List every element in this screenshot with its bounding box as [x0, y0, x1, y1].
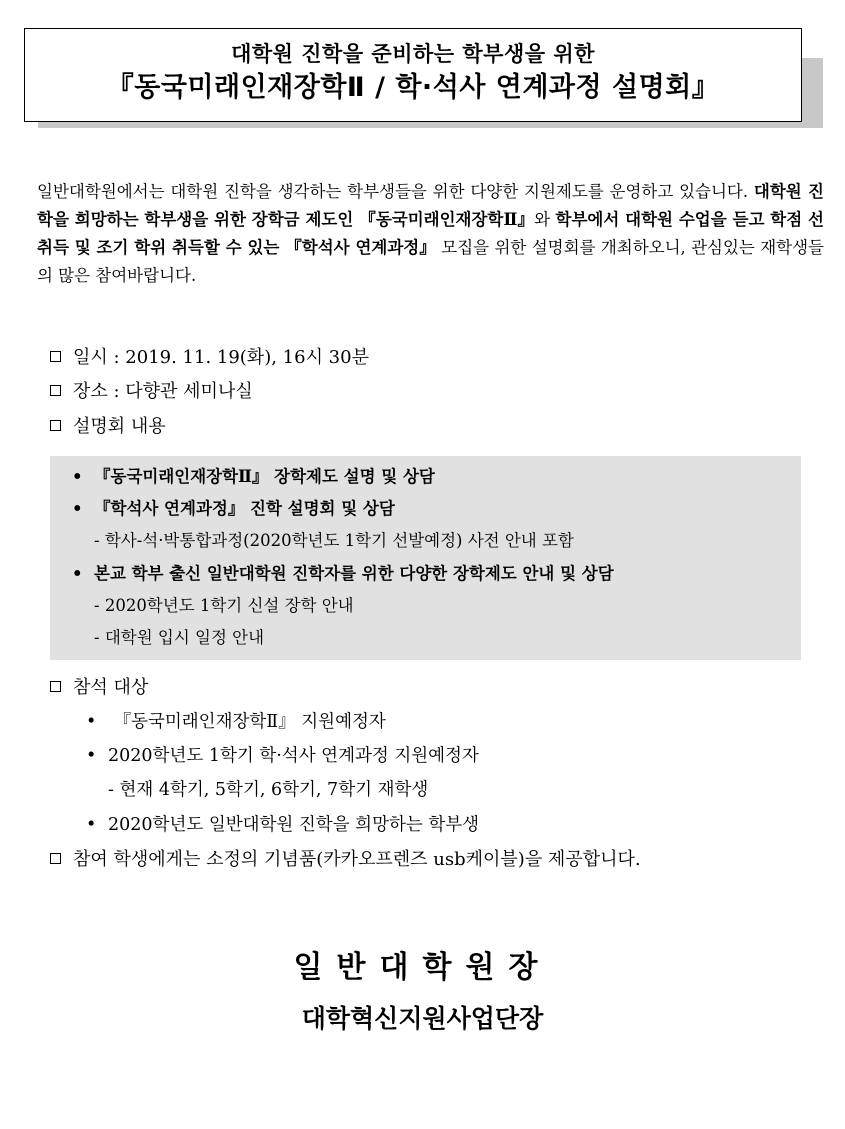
attendee-2 — [86, 745, 479, 767]
intro-text-3: 모집을 위한 설명회를 개최하오니, 관심있는 재학생들의 많은 참여바랍니다. — [37, 238, 824, 285]
content-bullet-3-sub-1: - 2020학년도 1학기 신설 장학 안내 — [94, 596, 354, 615]
signature-dean: 일반대학원장 — [293, 950, 552, 985]
item-place — [50, 380, 253, 404]
intro-paragraph — [37, 178, 824, 290]
checkbox-square-icon — [50, 351, 61, 362]
checkbox-square-icon — [50, 681, 61, 692]
content-bullet-3-text: 본교 학부 출신 일반대학원 진학자를 위한 다양한 장학제도 안내 및 상담 — [94, 564, 614, 583]
title-line-2: 『동국미래인재장학Ⅱ / 학·석사 연계과정 설명회』 — [106, 72, 720, 103]
item-attendee-heading — [50, 676, 148, 700]
bullet-dot: • — [86, 815, 97, 835]
title-line-1: 대학원 진학을 준비하는 학부생을 위한 — [231, 42, 595, 66]
item-content-heading-text: 설명회 내용 — [73, 416, 166, 437]
item-date — [50, 346, 369, 370]
checkbox-square-icon — [50, 420, 61, 431]
bullet-dot: • — [86, 746, 97, 766]
content-bullet-3-sub-2: - 대학원 입시 일정 안내 — [94, 628, 265, 647]
content-bullet-1-text: 『동국미래인재장학Ⅱ』 장학제도 설명 및 상담 — [94, 467, 435, 486]
bullet-dot: • — [72, 564, 83, 583]
content-bullet-2-sub: - 학사-석·박통합과정(2020학년도 1학기 선발예정) 사전 안내 포함 — [94, 531, 574, 550]
checkbox-square-icon — [50, 853, 61, 864]
content-bullet-2-text: 『학석사 연계과정』 진학 설명회 및 상담 — [94, 499, 395, 518]
item-gift-text: 참여 학생에게는 소정의 기념품(카카오프렌즈 usb케이블)을 제공합니다. — [73, 849, 641, 870]
content-bullet-1 — [72, 466, 435, 488]
bullet-dot: • — [72, 499, 83, 518]
attendee-3-text: 2020학년도 일반대학원 진학을 희망하는 학부생 — [108, 815, 480, 835]
item-gift — [50, 848, 641, 872]
attendee-1-text: 『동국미래인재장학Ⅱ』 지원예정자 — [108, 712, 386, 732]
item-attendee-heading-text: 참석 대상 — [73, 677, 149, 698]
intro-bold-1: 대학원 진학을 희망하는 학부생을 위한 장학금 제도인 『동국미래인재장학Ⅱ』 — [37, 182, 824, 229]
checkbox-square-icon — [50, 385, 61, 396]
attendee-1 — [86, 711, 386, 733]
attendee-2-text: 2020학년도 1학기 학·석사 연계과정 지원예정자 — [108, 746, 479, 766]
item-place-text: 장소 : 다향관 세미나실 — [73, 381, 253, 402]
intro-text-1: 일반대학원에서는 대학원 진학을 생각하는 학부생들을 위한 다양한 지원제도를 운영하고 있습니다. — [37, 182, 754, 201]
item-date-text: 일시 : 2019. 11. 19(화), 16시 30분 — [73, 347, 369, 368]
bullet-dot: • — [86, 712, 97, 732]
attendee-3 — [86, 814, 479, 836]
title-box — [24, 28, 802, 122]
intro-text-2: 와 — [534, 210, 556, 229]
signature-office: 대학혁신지원사업단장 — [301, 1004, 544, 1033]
content-bullet-2 — [72, 498, 395, 520]
item-content-heading — [50, 415, 166, 439]
content-bullet-3 — [72, 563, 614, 585]
attendee-2-sub: - 현재 4학기, 5학기, 6학기, 7학기 재학생 — [108, 780, 429, 800]
bullet-dot: • — [72, 467, 83, 486]
intro-bold-2: 학부에서 대학원 수업을 듣고 학점 선취득 및 조기 학위 취득할 수 있는 『학석사 연계과정』 — [37, 210, 824, 257]
